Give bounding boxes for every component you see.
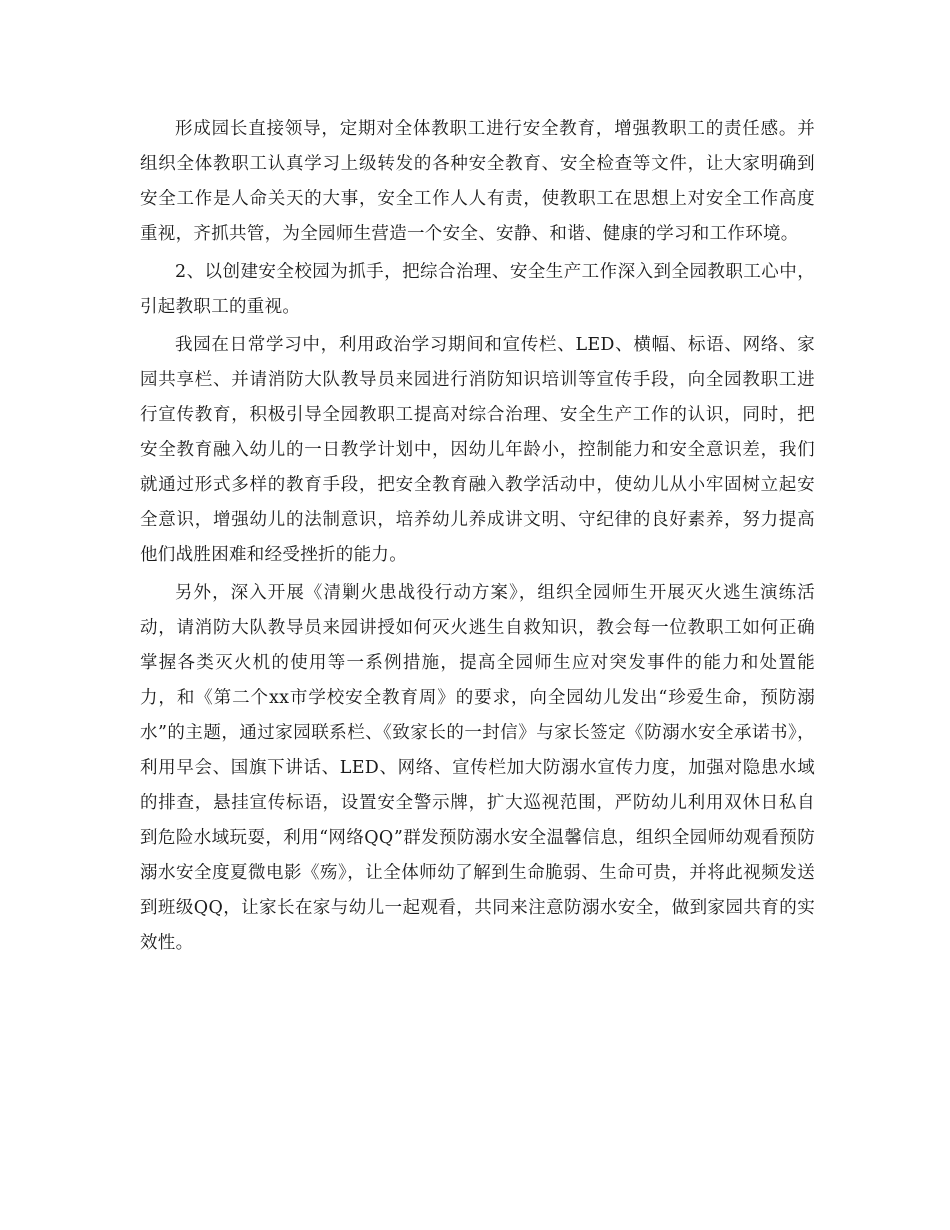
document-body: [140, 112, 815, 964]
paragraph-2: 2、以创建安全校园为抓手，把综合治理、安全生产工作深入到全园教职工心中，引起教职工的重视。: [140, 262, 815, 317]
paragraph-3: 我园在日常学习中，利用政治学习期间和宣传栏、LED、横幅、标语、网络、家园共享栏、并请消防大队教导员来园进行消防知识培训等宣传手段，向全园教职工进行宣传教育，积极引导全园教职工提高对综合治理、安全生产工作的认识，同时，把安全教育融入幼儿的一日教学计划中，因幼儿年龄小，控制能力和安全意识差，我们就通过形式多样的教育手段，把安全教育融入教学活动中，使幼儿从小牢固树立起安全意识，增强幼儿的法制意识，培养幼儿养成讲文明、守纪律的良好素养，努力提高他们战胜困难和经受挫折的能力。: [140, 335, 815, 565]
paragraph-4: 另外，深入开展《清剿火患战役行动方案》，组织全园师生开展灭火逃生演练活动，请消防大队教导员来园讲授如何灭火逃生自救知识，教会每一位教职工如何正确掌握各类灭火机的使用等一系例措施，提高全园师生应对突发事件的能力和处置能力，和《第二个xx市学校安全教育周》的要求，向全园幼儿发出“珍爱生命，预防溺水”的主题，通过家园联系栏、《致家长的一封信》与家长签定《防溺水安全承诺书》，利用早会、国旗下讲话、LED、网络、宣传栏加大防溺水宣传力度，加强对隐患水域的排查，悬挂宣传标语，设置安全警示牌，扩大巡视范围，严防幼儿利用双休日私自到危险水域玩耍，利用“网络QQ”群发预防溺水安全温馨信息，组织全园师幼观看预防溺水安全度夏微电影《殇》，让全体师幼了解到生命脆弱、生命可贵，并将此视频发送到班级QQ，让家长在家与幼儿一起观看，共同来注意防溺水安全，做到家园共育的实效性。: [140, 583, 815, 953]
paragraph-1: 形成园长直接领导，定期对全体教职工进行安全教育，增强教职工的责任感。并组织全体教职工认真学习上级转发的各种安全教育、安全检查等文件，让大家明确到安全工作是人命关天的大事，安全工作人人有责，使教职工在思想上对安全工作高度重视，齐抓共管，为全园师生营造一个安全、安静、和谐、健康的学习和工作环境。: [140, 119, 815, 244]
